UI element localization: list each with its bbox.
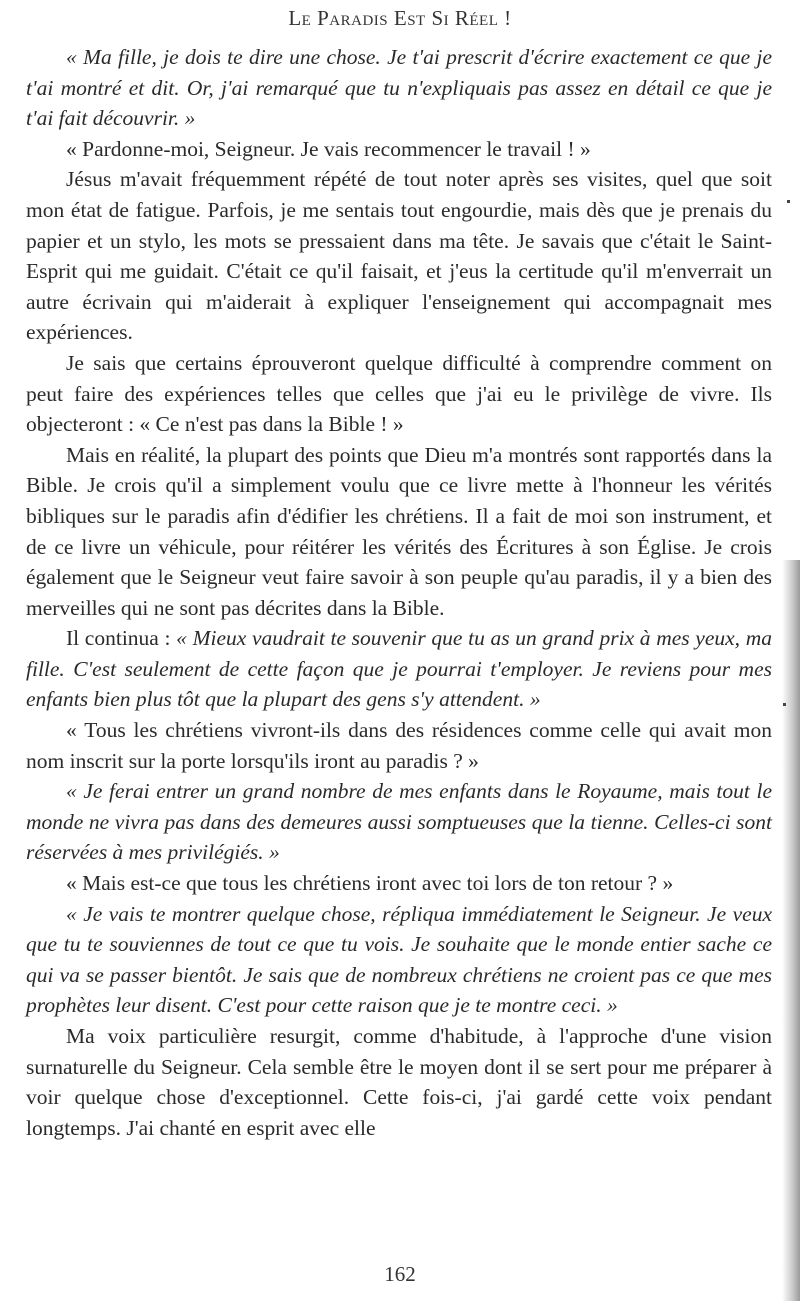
text-segment: « Mais est-ce que tous les chrétiens iront avec toi lors de ton retour ? » — [66, 871, 674, 896]
paragraph — [26, 715, 772, 776]
page-edge-shadow — [782, 560, 800, 1301]
italic-text-segment: « Je ferai entrer un grand nombre de mes enfants dans le Royaume, mais tout le monde ne vivra pas dans des demeures aussi somptueuses que la tienne. Celles-ci sont réservées à mes privilégiés. » — [26, 779, 772, 865]
text-segment: « Pardonne-moi, Seigneur. Je vais recommencer le travail ! » — [66, 136, 591, 161]
running-head-title: Le Paradis Est Si Réel ! — [288, 6, 512, 30]
paragraph — [26, 868, 772, 899]
paragraph — [26, 776, 772, 868]
paragraph — [26, 348, 772, 440]
paragraph — [26, 134, 772, 165]
text-segment: « Tous les chrétiens vivront-ils dans des résidences comme celle qui avait mon nom inscrit sur la porte lorsqu'ils iront au paradis ? » — [26, 718, 772, 773]
scan-speck — [783, 703, 786, 706]
text-segment: Il continua : — [66, 626, 177, 651]
page-number: 162 — [384, 1262, 416, 1286]
paragraph — [26, 899, 772, 1021]
text-segment: Ma voix particulière resurgit, comme d'habitude, à l'approche d'une vision surnaturelle du Seigneur. Cela semble être le moyen dont il se sert pour me préparer à voir quelque chose d'exceptionnel. Cette fois-ci, j'ai gardé cette voix pendant longtemps. J'ai chanté en esprit avec elle — [26, 1024, 772, 1140]
paragraph — [26, 42, 772, 134]
italic-text-segment: « Mieux vaudrait te souvenir que tu as un grand prix à mes yeux, ma fille. C'est seulement de cette façon que je pourrai t'employer. Je reviens pour mes enfants bien plus tôt que la plupart des gens s'y attendent. » — [26, 626, 773, 712]
italic-text-segment: « Je vais te montrer quelque chose, répliqua immédiatement le Seigneur. Je veux que tu te souviennes de tout ce que tu vois. Je souhaite que le monde entier sache ce qui va se passer bientôt. Je sais que de nombreux chrétiens ne croient pas ce que mes prophètes leur disent. C'est pour cette raison que je te montre ceci. » — [26, 901, 772, 1018]
text-segment: Mais en réalité, la plupart des points que Dieu m'a montrés sont rapportés dans la Bible. Je crois qu'il a simplement voulu que ce livre mette à l'honneur les vérités bibliques sur le paradis afin d'édifier les chrétiens. Il a fait de moi son instrument, et de ce livre un véhicule, pour réitérer les vérités des Écritures à son Église. Je crois également que le Seigneur veut faire savoir à son peuple qu'au paradis, il y a bien des merveilles qui ne sont pas décrites dans la Bible. — [26, 442, 772, 620]
paragraph — [26, 440, 772, 624]
scan-speck — [787, 200, 790, 203]
italic-text-segment: « Ma fille, je dois te dire une chose. Je t'ai prescrit d'écrire exactement ce que je t'ai montré et dit. Or, j'ai remarqué que tu n'expliquais pas assez en détail ce que je t'ai fait découvrir. » — [26, 45, 772, 131]
paragraph — [26, 1021, 772, 1143]
paragraph — [26, 623, 772, 715]
text-segment: Jésus m'avait fréquemment répété de tout noter après ses visites, quel que soit mon état de fatigue. Parfois, je me sentais tout engourdie, mais dès que je prenais du papier et un stylo, les mots se pressaient dans ma tête. Je savais que c'était le Saint-Esprit qui me guidait. C'était ce qu'il faisait, et j'eus la certitude qu'il m'enverrait un autre écrivain qui m'aiderait à expliquer l'enseignement qui accompagnait mes expériences. — [26, 167, 772, 345]
body-text — [26, 42, 772, 1143]
paragraph — [26, 164, 772, 348]
text-segment: Je sais que certains éprouveront quelque difficulté à comprendre comment on peut faire des expériences telles que celles que j'ai eu le privilège de vivre. Ils objecteront : « Ce n'est pas dans la Bible ! » — [26, 350, 772, 437]
